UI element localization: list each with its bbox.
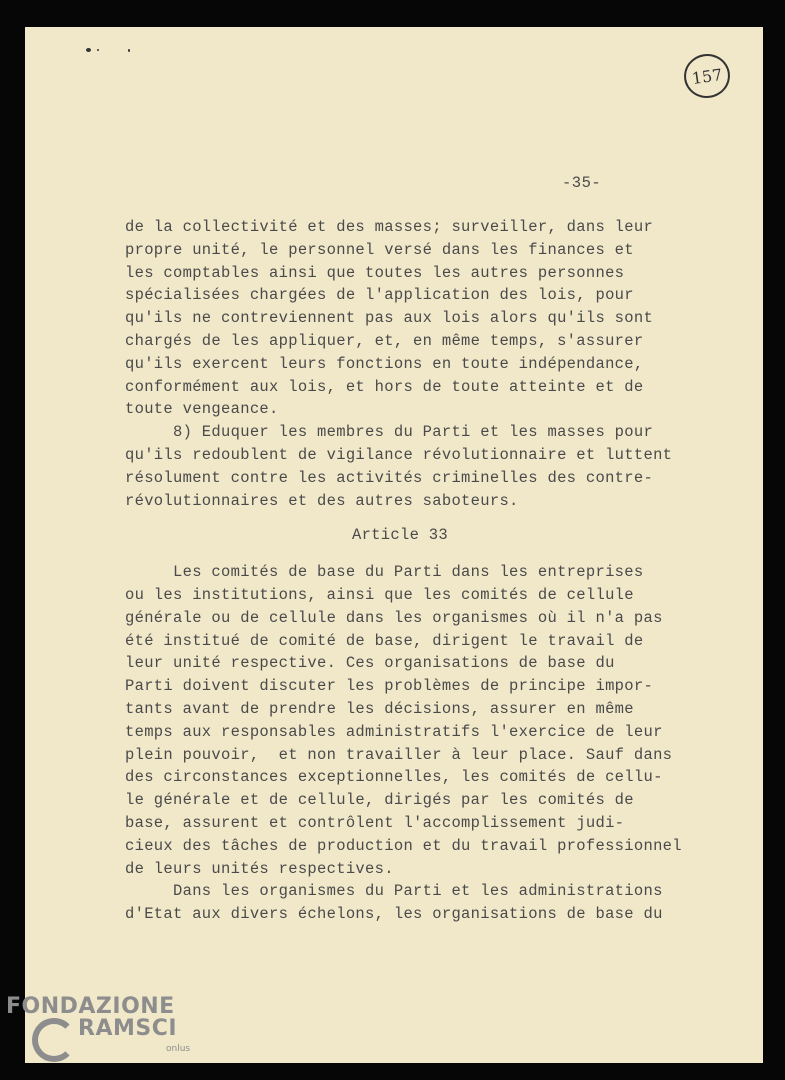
text-line: ou les institutions, ainsi que les comités de cellule <box>125 585 634 604</box>
text-line: qu'ils exercent leurs fonctions en toute indépendance, <box>125 354 644 373</box>
text-line: de la collectivité et des masses; surveiller, dans leur <box>125 218 654 236</box>
text-line: révolutionnaires et des autres saboteurs. <box>125 491 519 510</box>
text-line: 8) Eduquer les membres du Parti et les masses pour <box>125 423 654 442</box>
text-line: toute vengeance. <box>125 400 279 419</box>
text-line: Les comités de base du Parti dans les entreprises <box>125 563 644 582</box>
paragraph-block-bottom <box>125 561 685 926</box>
ink-speck <box>97 49 99 51</box>
text-line: générale ou de cellule dans les organismes où il n'a pas <box>125 608 663 627</box>
paragraph-block-top <box>125 216 685 512</box>
text-line: qu'ils ne contreviennent pas aux lois alors qu'ils sont <box>125 309 654 328</box>
text-line: chargés de les appliquer, et, en même temps, s'assurer <box>125 331 644 350</box>
document-body <box>125 216 685 926</box>
text-line: résolument contre les activités criminelles des contre- <box>125 468 654 487</box>
watermark-line1: FONDAZIONE <box>6 994 175 1019</box>
text-line: plein pouvoir, et non travailler à leur place. Sauf dans <box>125 745 673 764</box>
text-line: tants avant de prendre les décisions, assurer en même <box>125 699 634 718</box>
text-line: leur unité respective. Ces organisations de base du <box>125 654 615 673</box>
watermark-line3: onlus <box>166 1044 191 1054</box>
text-line: le générale et de cellule, dirigés par les comités de <box>125 791 634 810</box>
ink-speck <box>128 49 130 52</box>
text-line: spécialisées chargées de l'application des lois, pour <box>125 286 634 305</box>
text-line: cieux des tâches de production et du travail professionnel <box>125 836 682 855</box>
text-line: base, assurent et contrôlent l'accomplissement judi- <box>125 813 625 832</box>
fondazione-gramsci-watermark <box>6 994 206 1074</box>
text-line: Parti doivent discuter les problèmes de principe impor- <box>125 677 654 696</box>
text-line: de leurs unités respectives. <box>125 859 394 878</box>
text-line: temps aux responsables administratifs l'exercice de leur <box>125 722 663 741</box>
text-line: propre unité, le personnel versé dans les finances et <box>125 240 634 259</box>
archive-stamp: 157 <box>681 51 733 101</box>
text-line: Dans les organismes du Parti et les administrations <box>125 882 663 901</box>
text-line: les comptables ainsi que toutes les autres personnes <box>125 263 625 282</box>
text-line: conformément aux lois, et hors de toute atteinte et de <box>125 377 644 396</box>
text-line: d'Etat aux divers échelons, les organisations de base du <box>125 905 663 924</box>
text-line: été institué de comité de base, dirigent le travail de <box>125 631 644 650</box>
text-line: qu'ils redoublent de vigilance révolutionnaire et luttent <box>125 445 673 464</box>
text-line: des circonstances exceptionnelles, les comités de cellu- <box>125 768 663 787</box>
article-heading: Article 33 <box>351 526 448 545</box>
watermark-line2: RAMSCI <box>78 1016 178 1041</box>
g-logo-icon <box>32 1018 76 1062</box>
page-number: -35- <box>562 174 602 192</box>
ink-speck <box>86 48 91 52</box>
